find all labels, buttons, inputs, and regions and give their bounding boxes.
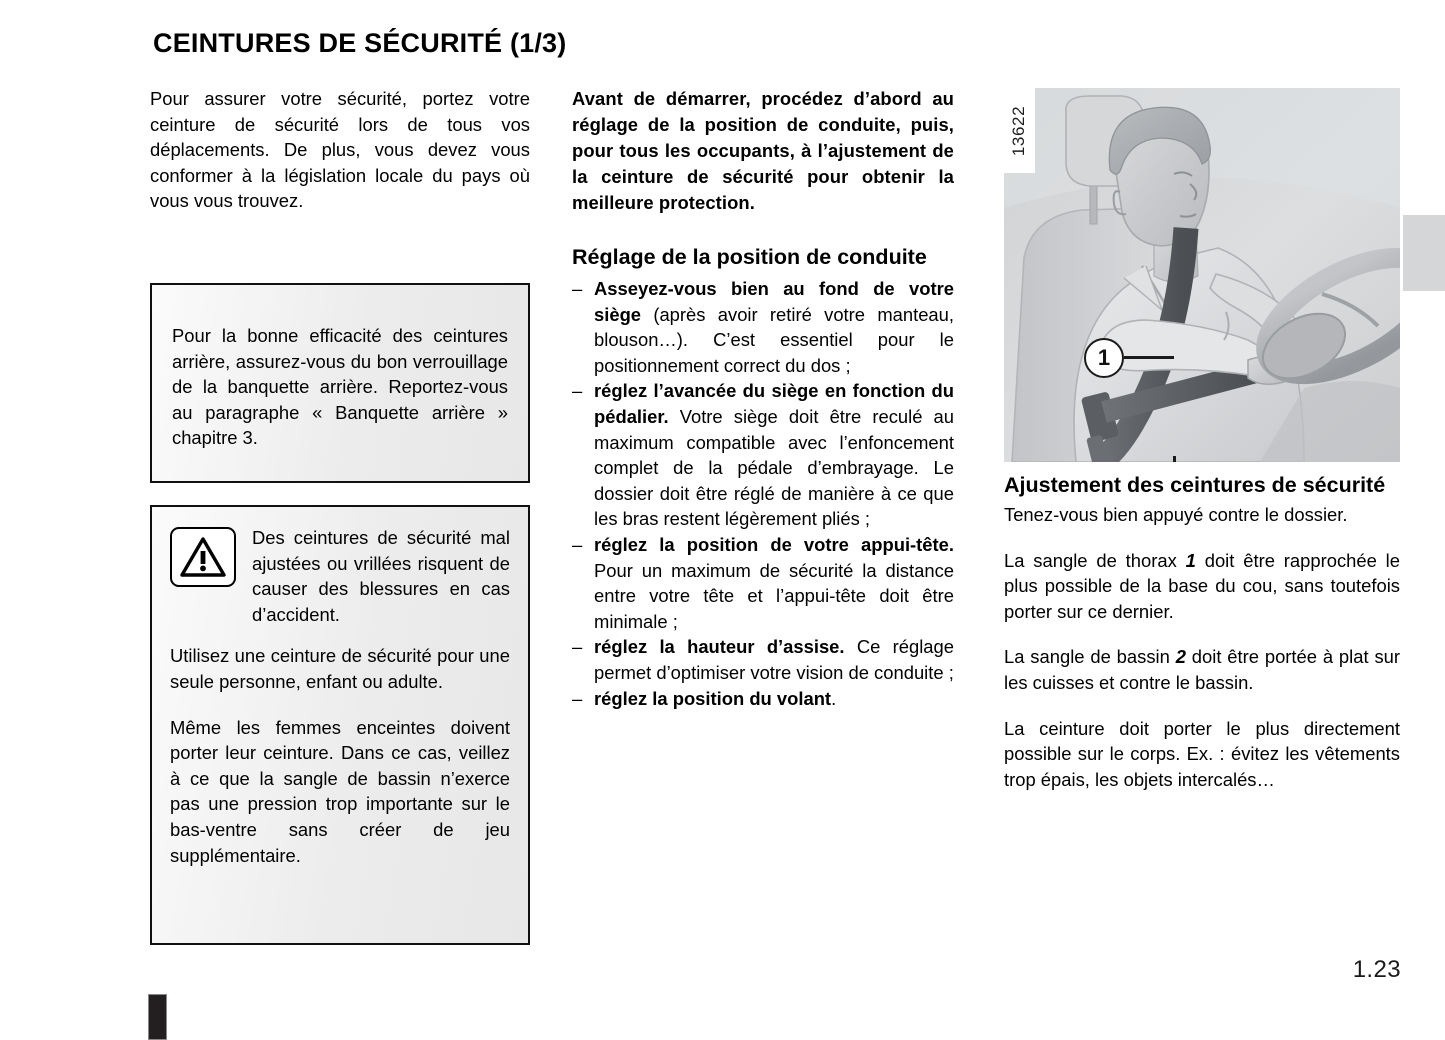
paragraph-text: La ceinture doit porter le plus directement possible sur le corps. Ex. : évitez les vêtements trop épais, les objets intercalés…: [1004, 717, 1400, 790]
list-item-lead: réglez l’avancée du siège en fonction du pédalier.: [594, 380, 954, 427]
callout-2-leader-line: [1173, 456, 1176, 462]
callout-reference: 1: [1185, 549, 1196, 571]
belt-adjustment-heading: Ajustement des ceintures de sécurité: [1004, 473, 1386, 497]
section-edge-marker: [148, 994, 167, 1040]
chapter-edge-tab: [1403, 215, 1445, 291]
callout-1-leader-line: [1124, 356, 1174, 359]
driving-position-list: [572, 276, 954, 711]
page-number: 1.23: [1352, 956, 1401, 983]
belt-adjustment-paragraph: [1004, 716, 1400, 793]
procedure-intro-bold: Avant de démarrer, procédez d’abord au réglage de la position de conduite, puis, pour tous les occupants, à l’ajustement de la ceinture de sécurité pour obtenir la meilleure protection.: [572, 88, 954, 213]
list-dash-marker: –: [572, 533, 583, 555]
intro-paragraph: Pour assurer votre sécurité, portez votre ceinture de sécurité lors de tous vos déplacements. De plus, vous devez vous conformer à la législation locale du pays où vous vous trouvez.: [150, 88, 530, 212]
driving-position-item: [572, 686, 954, 712]
paragraph-text: La sangle de bassin: [1004, 646, 1176, 668]
belt-adjustment-paragraphs: [1004, 502, 1400, 792]
warning-paragraph-2: Utilisez une ceinture de sécurité pour une seule personne, enfant ou adulte.: [170, 645, 510, 692]
paragraph-text: doit être rapprochée le plus possible de la base du cou, sans toutefois porter sur ce dernier.: [1004, 549, 1400, 622]
list-dash-marker: –: [572, 636, 583, 658]
warning-paragraph-3: Même les femmes enceintes doivent porter leur ceinture. Dans ce cas, veillez à ce que la sangle de bassin n’exerce pas une pression trop importante sur le bas-ventre sans créer de jeu supplémentaire.: [170, 716, 510, 866]
driving-position-item: [572, 634, 954, 685]
list-item-lead: réglez la hauteur d’assise.: [594, 636, 845, 658]
driving-position-item: [572, 276, 954, 378]
illustration-id-label: 13622: [1004, 88, 1035, 173]
rear-seat-note-text: Pour la bonne efficacité des ceintures arrière, assurez-vous du bon verrouillage de la banquette arrière. Reportez-vous au paragraphe « Banquette arrière » chapitre 3.: [172, 325, 508, 449]
thorax-strap-callout: 1: [1084, 338, 1124, 378]
belt-adjustment-paragraph: [1004, 548, 1400, 625]
paragraph-text: La sangle de thorax: [1004, 549, 1186, 571]
list-item-lead: réglez la position du volant: [594, 687, 832, 709]
list-item-lead: réglez la position de votre appui-tête.: [594, 533, 954, 555]
list-item-body: Ce réglage permet d’optimiser votre vision de conduite ;: [594, 636, 954, 683]
warning-text: Des ceintures de sécurité mal ajustées ou vrillées risquent de causer des blessures en cas d’accident.: [252, 527, 510, 625]
left-column: [150, 86, 530, 214]
callout-reference: 2: [1175, 646, 1186, 668]
paragraph-text: Tenez-vous bien appuyé contre le dossier.: [1004, 504, 1348, 525]
list-item-body: Votre siège doit être reculé au maximum compatible avec l’enfoncement complet de la pédale d’embrayage. Le dossier doit être réglé de manière à ce que les bras restent légèrement pliés ;: [594, 405, 954, 530]
driving-position-item: [572, 532, 954, 634]
list-item-body: Pour un maximum de sécurité la distance entre votre tête et l’appui-tête doit être minimale ;: [594, 559, 954, 632]
warning-triangle-icon: [170, 527, 236, 587]
list-dash-marker: –: [572, 380, 583, 402]
belt-adjustment-paragraph: [1004, 502, 1400, 528]
paragraph-text: doit être portée à plat sur les cuisses et contre le bassin.: [1004, 646, 1400, 693]
list-item-lead: Asseyez-vous bien au fond de votre siège: [594, 278, 954, 325]
rear-seat-note-box: [150, 283, 530, 483]
list-dash-marker: –: [572, 278, 583, 299]
warning-box: [150, 505, 530, 945]
list-dash-marker: –: [572, 687, 583, 709]
list-item-body: (après avoir retiré votre manteau, blouson…). C’est essentiel pour le positionnement correct du dos ;: [594, 303, 954, 376]
driving-position-heading: Réglage de la position de conduite: [572, 245, 927, 269]
right-column: [1004, 472, 1400, 792]
driving-position-item: [572, 378, 954, 532]
middle-column: [572, 86, 954, 711]
page-title: CEINTURES DE SÉCURITÉ (1/3): [153, 28, 567, 58]
seat-belt-illustration: [1004, 88, 1400, 462]
list-item-body: .: [831, 687, 837, 709]
belt-adjustment-paragraph: [1004, 644, 1400, 695]
